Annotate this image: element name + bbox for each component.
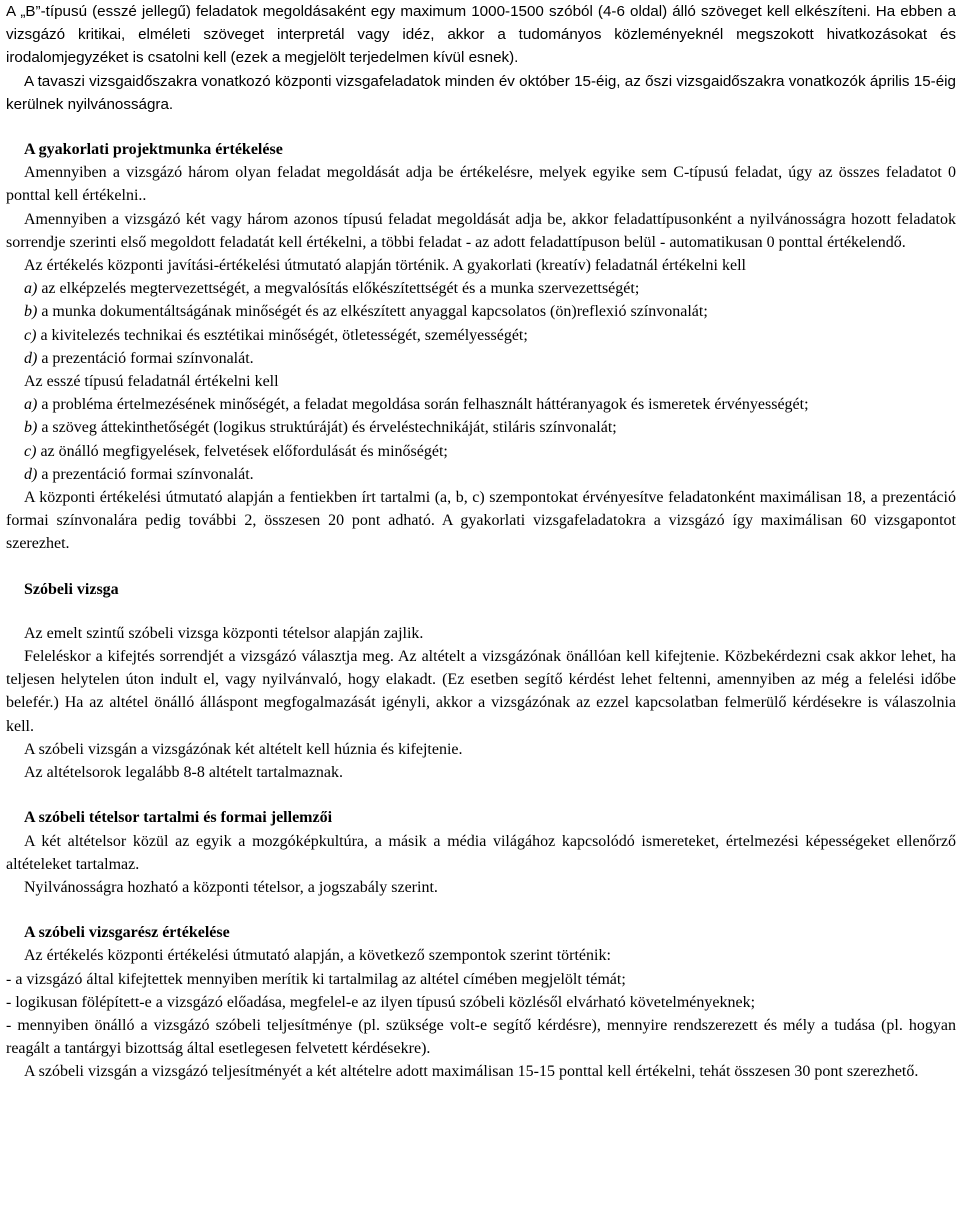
projekt-paragraph-3	[6, 254, 956, 277]
ertekeles-item-3: - mennyiben önálló a vizsgázó szóbeli teljesítménye (pl. szüksége volt-e segítő kérdésre), mennyire rendszerezett és mély a tudása (pl. hogyan reagált a tantárgyi bizottság által esetlegesen felvetett kérdésekre).	[6, 1016, 956, 1058]
szobeli-paragraph-1: Az emelt szintű szóbeli vizsga központi tételsor alapján zajlik.	[24, 624, 424, 642]
section-heading-ertekeles: A szóbeli vizsgarész értékelése	[24, 924, 230, 942]
essze-item-d	[6, 463, 956, 486]
item-text: a prezentáció formai színvonalát.	[37, 349, 254, 367]
item-text: a kivitelezés technikai és esztétikai minőségét, ötletességét, személyességét;	[36, 326, 528, 344]
essze-intro: Az esszé típusú feladatnál értékelni kell	[24, 373, 279, 391]
item-text: a prezentáció formai színvonalát.	[37, 465, 254, 483]
tetelsor-paragraph-2: Nyilvánosságra hozható a központi tételsor, a jogszabály szerint.	[24, 878, 438, 896]
item-text: az elképzelés megtervezettségét, a megvalósítás előkészítettségét és a munka szervezettségét;	[37, 280, 640, 298]
intro-paragraph-1: A „B”-típusú (esszé jellegű) feladatok megoldásaként egy maximum 1000-1500 szóból (4-6 oldal) álló szöveget kell elkészíteni. Ha ebben a vizsgázó kritikai, elméleti szöveget interpretál vagy idéz, akkor a tudományos közleményeknél megszokott hivatkozásokat és irodalomjegyzéket is csatolni kell (ezek a megjelölt terjedelmen kívül esnek).	[6, 3, 956, 67]
ertekeles-item-1: - a vizsgázó által kifejtettek mennyiben merítik ki tartalmilag az altétel címében megjelölt témát;	[6, 970, 626, 988]
section-heading-tetelsor: A szóbeli tételsor tartalmi és formai jellemzői	[24, 809, 333, 827]
item-label: b)	[24, 303, 38, 321]
item-text: a munka dokumentáltságának minőségét és az elkészített anyaggal kapcsolatos (ön)reflexió színvonalát;	[37, 303, 708, 321]
projekt-p3-part-a: Az értékelés központi javítási-értékelési útmutató alapján történik.	[24, 257, 450, 275]
projekt-p3-part-b: A gyakorlati (kreatív) feladatnál értékelni kell	[449, 257, 746, 275]
szobeli-paragraph-4: Az altételsorok legalább 8-8 altételt tartalmaznak.	[24, 764, 343, 782]
ertekeles-paragraph-1: Az értékelés központi értékelési útmutató alapján, a következő szempontok szerint történik:	[24, 947, 611, 965]
projekt-paragraph-2: Amennyiben a vizsgázó két vagy három azonos típusú feladat megoldását adja be, akkor feladattípusonként a nyilvánosságra hozott feladatok sorrendje szerinti első megoldott feladatát kell értékelni, a többi feladat - az adott feladattípuson belül - automatikusan 0 ponttal értékelendő.	[6, 210, 956, 251]
ertekeles-item-2: - logikusan fölépített-e a vizsgázó előadása, megfelel-e az ilyen típusú szóbeli közlésől elvárható követelményeknek;	[6, 993, 756, 1011]
item-label: c)	[24, 442, 37, 460]
kreativ-item-a	[6, 277, 956, 300]
kreativ-item-c	[6, 324, 956, 347]
section-heading-projektmunka: A gyakorlati projektmunka értékelése	[24, 141, 283, 159]
item-text: a szöveg áttekinthetőségét (logikus struktúráját) és érveléstechnikáját, stiláris színvonalát;	[37, 419, 617, 437]
item-label: a)	[24, 280, 38, 298]
section-heading-szobeli-vizsga: Szóbeli vizsga	[24, 580, 119, 598]
szobeli-paragraph-2: Feleléskor a kifejtés sorrendjét a vizsgázó választja meg. Az altételt a vizsgázónak önállóan kell kifejtenie. Közbekérdezni csak akkor lehet, ha teljesen helytelen úton indult el, vagy nyilvánvaló, hogy elakadt. (Ez esetben segítő kérdést lehet feltenni, amennyiben az még a felelési időbe belefér.) Ha az altétel önálló álláspont megfogalmazását igényli, akkor a vizsgázónak az ezzel kapcsolatban felmerülő kérdésekre is válaszolnia kell.	[6, 648, 956, 735]
projekt-closing: A központi értékelési útmutató alapján a fentiekben írt tartalmi (a, b, c) szempontokat érvényesítve feladatonként maximálisan 18, a prezentáció formai színvonalára pedig további 2, összesen 20 pont adható. A gyakorlati vizsgafeladatokra a vizsgázó így maximálisan 60 vizsgapontot szerezhet.	[6, 489, 956, 553]
item-label: d)	[24, 465, 38, 483]
item-text: az önálló megfigyelések, felvetések előfordulását és minőségét;	[36, 442, 448, 460]
item-label: a)	[24, 396, 38, 414]
item-label: d)	[24, 349, 38, 367]
szobeli-paragraph-3: A szóbeli vizsgán a vizsgázónak két altételt kell húznia és kifejtenie.	[24, 740, 463, 758]
kreativ-item-b	[6, 300, 956, 323]
kreativ-item-d	[6, 347, 956, 370]
projekt-paragraph-1: Amennyiben a vizsgázó három olyan feladat megoldását adja be értékelésre, melyek egyike sem C-típusú feladat, úgy az összes feladatot 0 ponttal kell értékelni..	[6, 164, 956, 205]
tetelsor-paragraph-1: A két altételsor közül az egyik a mozgóképkultúra, a másik a média világához kapcsolódó ismereteket, értelmezési képességeket ellenőrző altételeket tartalmaz.	[6, 832, 956, 873]
ertekeles-closing: A szóbeli vizsgán a vizsgázó teljesítményét a két altételre adott maximálisan 15-15 ponttal kell értékelni, tehát összesen 30 pont szerezhető.	[24, 1063, 919, 1081]
item-label: c)	[24, 326, 37, 344]
essze-item-b	[6, 416, 956, 439]
essze-item-a	[6, 393, 956, 416]
intro-paragraph-2: A tavaszi vizsgaidőszakra vonatkozó központi vizsgafeladatok minden év október 15-éig, az őszi vizsgaidőszakra vonatkozók április 15-éig kerülnek nyilvánosságra.	[6, 72, 956, 113]
item-label: b)	[24, 419, 38, 437]
item-text: a probléma értelmezésének minőségét, a feladat megoldása során felhasznált háttéranyagok és ismeretek érvényességét;	[37, 396, 809, 414]
essze-item-c	[6, 440, 956, 463]
